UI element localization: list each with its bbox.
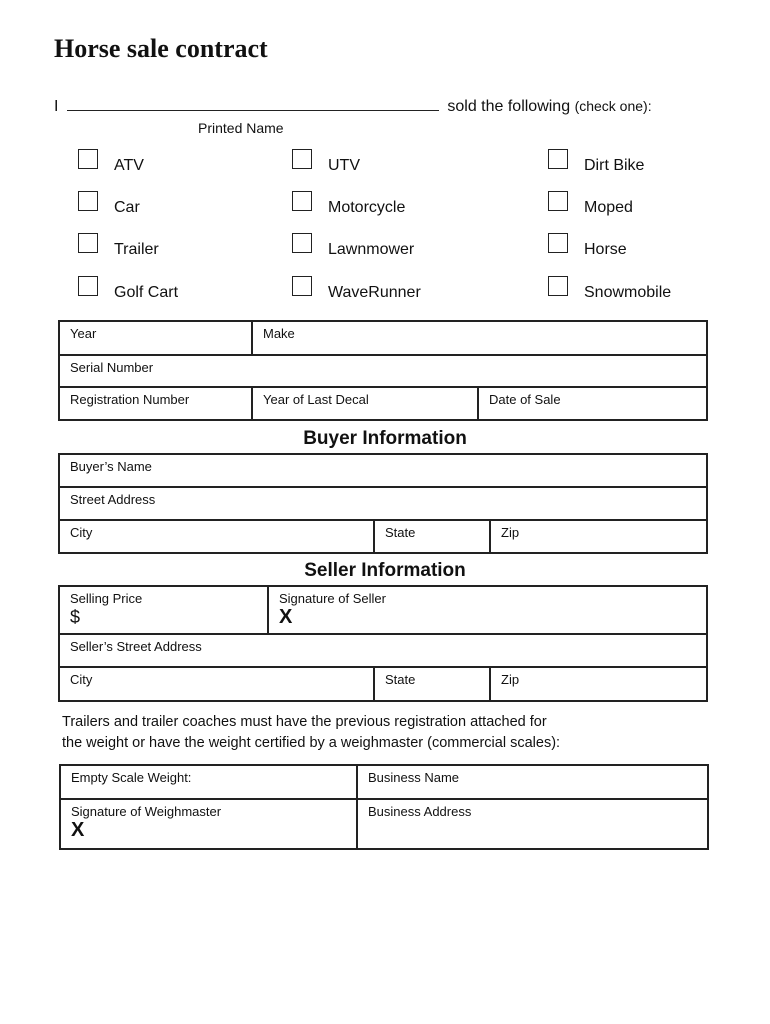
checkbox-label: Trailer [114, 241, 159, 258]
date-of-sale-field[interactable] [478, 387, 707, 420]
seller-info-table [58, 585, 708, 702]
intro-suffix: sold the following [447, 98, 571, 115]
seller-signature-field[interactable] [268, 586, 707, 634]
checkbox-box[interactable] [78, 149, 98, 169]
checkbox-label: Motorcycle [328, 199, 406, 216]
checkbox-label: Moped [584, 199, 633, 216]
checkbox-golf-cart[interactable] [78, 284, 178, 302]
field-label: State [385, 672, 416, 687]
checkbox-moped[interactable] [548, 199, 633, 217]
checkbox-box[interactable] [548, 191, 568, 211]
business-name-field[interactable] [357, 765, 708, 799]
registration-number-field[interactable] [59, 387, 252, 420]
intro-line [54, 96, 652, 116]
printed-name-label: Printed Name [198, 120, 284, 136]
field-label: Zip [501, 672, 520, 687]
field-label: Make [263, 326, 295, 341]
seller-zip-field[interactable] [490, 667, 707, 701]
make-field[interactable] [252, 321, 707, 355]
checkbox-box[interactable] [78, 191, 98, 211]
checkbox-label: UTV [328, 157, 360, 174]
checkbox-box[interactable] [292, 233, 312, 253]
field-label: Empty Scale Weight: [71, 770, 192, 785]
checkbox-label: Car [114, 199, 140, 216]
checkbox-dirt-bike[interactable] [548, 157, 644, 175]
field-label: Business Name [368, 770, 460, 785]
buyer-street-field[interactable] [59, 487, 707, 520]
checkbox-utv[interactable] [292, 157, 360, 175]
field-label: Selling Price [70, 591, 143, 606]
checkbox-trailer[interactable] [78, 241, 159, 259]
year-of-last-decal-field[interactable] [252, 387, 478, 420]
weighmaster-note [62, 712, 702, 754]
weighmaster-signature-field[interactable] [60, 799, 357, 849]
buyer-city-field[interactable] [59, 520, 374, 553]
checkbox-box[interactable] [292, 276, 312, 296]
buyer-heading: Buyer Information [303, 428, 467, 449]
signature-x-mark: X [279, 606, 293, 628]
year-field[interactable] [59, 321, 252, 355]
field-label: City [70, 672, 93, 687]
note-line: Trailers and trailer coaches must have the previous registration attached for [62, 714, 547, 730]
field-label: Zip [501, 525, 520, 540]
seller-street-field[interactable] [59, 634, 707, 667]
checkbox-horse[interactable] [548, 241, 627, 259]
seller-heading: Seller Information [304, 560, 466, 581]
checkbox-atv[interactable] [78, 157, 144, 175]
field-label: City [70, 525, 93, 540]
checkbox-label: Dirt Bike [584, 157, 645, 174]
weighmaster-table [59, 764, 709, 850]
field-label: State [385, 525, 416, 540]
checkbox-box[interactable] [292, 191, 312, 211]
checkbox-waverunner[interactable] [292, 284, 421, 302]
buyer-zip-field[interactable] [490, 520, 707, 553]
checkbox-box[interactable] [548, 276, 568, 296]
seller-state-field[interactable] [374, 667, 490, 701]
field-label: Signature of Seller [279, 591, 386, 606]
intro-prefix: I [54, 98, 59, 115]
field-label: Registration Number [70, 392, 190, 407]
checkbox-box[interactable] [292, 149, 312, 169]
printed-name-field[interactable] [67, 96, 439, 111]
checkbox-label: WaveRunner [328, 284, 421, 301]
seller-city-field[interactable] [59, 667, 374, 701]
checkbox-snowmobile[interactable] [548, 284, 671, 302]
field-label: Date of Sale [489, 392, 561, 407]
empty-scale-weight-field[interactable] [60, 765, 357, 799]
selling-price-field[interactable] [59, 586, 268, 634]
page-title: Horse sale contract [54, 34, 268, 63]
field-label: Seller’s Street Address [70, 639, 202, 654]
checkbox-label: Golf Cart [114, 284, 179, 301]
field-label: Business Address [368, 804, 472, 819]
checkbox-box[interactable] [548, 149, 568, 169]
checkbox-car[interactable] [78, 199, 140, 217]
buyer-state-field[interactable] [374, 520, 490, 553]
vehicle-info-table [58, 320, 708, 421]
business-address-field[interactable] [357, 799, 708, 849]
check-one-label: (check one): [574, 98, 652, 114]
field-label: Buyer’s Name [70, 459, 152, 474]
serial-number-field[interactable] [59, 355, 707, 387]
field-label: Serial Number [70, 360, 154, 375]
field-label: Street Address [70, 492, 156, 507]
checkbox-box[interactable] [548, 233, 568, 253]
checkbox-label: Horse [584, 241, 627, 258]
checkbox-lawnmower[interactable] [292, 241, 414, 259]
checkbox-box[interactable] [78, 276, 98, 296]
field-label: Year of Last Decal [263, 392, 369, 407]
checkbox-motorcycle[interactable] [292, 199, 405, 217]
checkbox-box[interactable] [78, 233, 98, 253]
dollar-sign: $ [70, 607, 81, 627]
note-line: the weight or have the weight certified by a weighmaster (commercial scales): [62, 735, 561, 751]
checkbox-label: ATV [114, 157, 144, 174]
checkbox-label: Lawnmower [328, 241, 415, 258]
field-label: Signature of Weighmaster [71, 804, 222, 819]
checkbox-label: Snowmobile [584, 284, 672, 301]
field-label: Year [70, 326, 97, 341]
signature-x-mark: X [71, 819, 85, 841]
buyer-info-table [58, 453, 708, 554]
buyer-name-field[interactable] [59, 454, 707, 487]
